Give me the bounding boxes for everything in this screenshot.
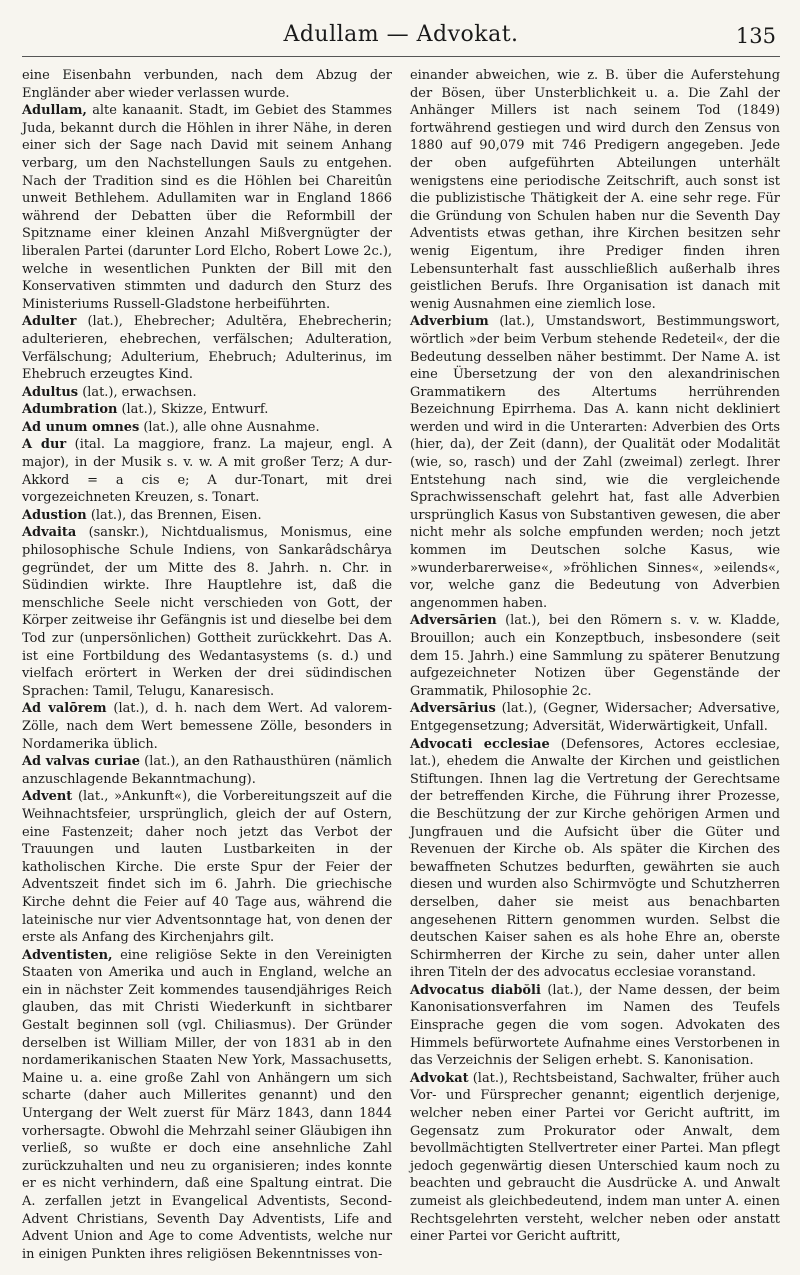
- dictionary-entry: [22, 436, 392, 506]
- entry-headword: Adverbium: [410, 314, 489, 330]
- entry-headword: Adversārius: [410, 701, 496, 717]
- entry-text: (lat., »Ankunft«), die Vorbereitungszeit auf die Weihnachtsfeier, ursprünglich, gleich der auf Ostern, eine Fastenzeit; daher noch jetzt das Verbot der Trauungen und lauten Lustbarkeiten in der katholischen Kirche. Die erste Spur der Feier der Adventszeit findet sich im 6. Jahrh. Die griechische Kirche dehnt die Feier auf 40 Tage aus, während die lateinische nur vier Adventsonntage hat, von denen der erste als Anfang des Kirchenjahrs gilt.: [22, 789, 392, 946]
- dictionary-entry: [410, 1070, 780, 1246]
- entry-headword: Adventisten,: [22, 947, 113, 963]
- dictionary-entry: [22, 401, 392, 419]
- page-number: 135: [735, 24, 776, 48]
- dictionary-entry: [22, 947, 392, 1264]
- dictionary-entry: [22, 419, 392, 437]
- dictionary-entry: [22, 67, 392, 102]
- entry-text: (lat.), an den Rathausthüren (nämlich anzuschlagende Bekanntmachung).: [22, 754, 392, 787]
- entry-text: einander abweichen, wie z. B. über die Auferstehung der Bösen, über Unsterblichkeit u. a. Die Zahl der Anhänger Millers ist nach seinem Tod (1849) fortwährend gestiegen und wird durch den Zensus von 1880 auf 90,079 mit 746 Predigern angegeben. Jede der oben aufgeführten Abteilungen unterhält wenigstens eine periodische Zeitschrift, auch sonst ist die publizistische Thätigkeit der A. eine sehr rege. Für die Gründung von Schulen haben nur die Seventh Day Adventists etwas gethan, ihre Kirchen besitzen sehr wenig Eigentum, ihre Prediger finden ihren Lebensunterhalt fast ausschließlich außerhalb ihres geistlichen Berufs. Ihre Organisation ist danach mit wenig Ausnahmen eine ziemlich lose.: [410, 68, 780, 312]
- dictionary-entry: [22, 700, 392, 753]
- dictionary-entry: [22, 753, 392, 788]
- entry-text: (lat.), das Brennen, Eisen.: [86, 507, 262, 523]
- entry-headword: Advent: [22, 789, 73, 805]
- entry-headword: Adultus: [22, 384, 79, 400]
- entry-text: (lat.), der Name dessen, der beim Kanonisationsverfahren im Namen des Teufels Einsprache gegen die vom sogen. Advokaten des Himmels befürwortete Aufnahme eines Verstorbenen in das Verzeichnis der Seligen erhebt. S. Kanonisation.: [410, 982, 780, 1069]
- dictionary-entry: [22, 507, 392, 525]
- page-header: [22, 22, 780, 57]
- entry-headword: Ad valōrem: [22, 701, 107, 717]
- entry-text: (lat.), bei den Römern s. v. w. Kladde, Brouillon; auch ein Konzeptbuch, insbesondere (seit dem 15. Jahrh.) eine Sammlung zu späterer Benutzung aufgezeichneter Notizen über Gegenstände der Grammatik, Philosophie 2c.: [410, 613, 780, 699]
- entry-text: (lat.), Skizze, Entwurf.: [117, 402, 269, 418]
- entry-text: (Defensores, Actores ecclesiae, lat.), ehedem die Anwalte der Kirchen und geistlichen Stiftungen. Ihnen lag die Vertretung der Gerechtsame der betreffenden Kirche, die Führung ihrer Prozesse, die Beschützung der zur Kirche gehörigen Armen und Jungfrauen und die Aufsicht über die Güter und Revenuen der Kirche ob. Als später die Kirchen des bewaffneten Schutzes bedurften, gewährten sie auch diesen und wurden also Schirmvögte und Schutzherren derselben, daher sie meist aus benachbarten angesehenen Rittern genommen wurden. Selbst die deutschen Kaiser sahen es als hohe Ehre an, oberste Schirmherren der Kirche zu sein, daher unter allen ihren Titeln der des advocatus ecclesiae voranstand.: [410, 736, 780, 981]
- entry-headword: Adversārien: [410, 613, 497, 629]
- entry-headword: Ad valvas curiae: [22, 754, 140, 770]
- entry-text: (lat.), d. h. nach dem Wert. Ad valorem-Zölle, nach dem Wert bemessene Zölle, besonders in Nordamerika üblich.: [22, 701, 392, 752]
- running-title: Adullam — Advokat.: [283, 22, 519, 47]
- entry-headword: Adustion: [22, 507, 87, 523]
- dictionary-entry: [410, 982, 780, 1070]
- entry-text: (sanskr.), Nichtdualismus, Monismus, eine philosophische Schule Indiens, von Sankarâdschârya gegründet, der um Mitte des 8. Jahrh. n. Chr. in Südindien wirkte. Ihre Hauptlehre ist, daß die menschliche Seele nicht verschieden von Gott, der Körper zeitweise ihr Gefängnis ist und dieselbe bei dem Tod zur (unpersönlichen) Gottheit zurückkehrt. Das A. ist eine Fortbildung des Wedantasystems (s. d.) und vielfach erörtert in Werken der drei südindischen Sprachen: Tamil, Telugu, Kanaresisch.: [22, 525, 392, 699]
- entry-text: (lat.), Umstandswort, Bestimmungswort, wörtlich »der beim Verbum stehende Redeteil«, der die Bedeutung desselben näher bestimmt. Der Name A. ist eine Übersetzung der von den alexandrinischen Grammatikern des Altertums herrührenden Bezeichnung Epirrhema. Das A. kann nicht dekliniert werden und wird in die Unterarten: Adverbien des Orts (hier, da), der Zeit (dann), der Qualität oder Modalität (wie, so, rasch) und der Zahl (zweimal) zerlegt. Ihrer Entstehung nach sind, wie die vergleichende Sprachwissenschaft gelehrt hat, fast alle Adverbien ursprünglich Kasus von Substantiven gewesen, die aber nicht mehr als solche empfunden werden; noch jetzt kommen im Deutschen solche Kasus, wie »wunderbarerweise«, »fröhlichen Sinnes«, »eilends«, vor, welche ganz die Bedeutung von Adverbien angenommen haben.: [410, 314, 780, 611]
- entry-text: (ital. La maggiore, franz. La majeur, engl. A major), in der Musik s. v. w. A mit großer Terz; A dur-Akkord = a cis e; A dur-Tonart, mit drei vorgezeichneten Kreuzen, s. Tonart.: [22, 437, 392, 506]
- entry-headword: Advocatus diabŏli: [410, 982, 541, 998]
- text-columns: [22, 67, 780, 1263]
- entry-headword: Advaita: [22, 525, 77, 541]
- entry-headword: Advocati ecclesiae: [410, 736, 550, 752]
- entry-text: alte kanaanit. Stadt, im Gebiet des Stammes Juda, bekannt durch die Höhlen in ihrer Nähe, in deren einer sich der Sage nach David mit seinem Anhang verbarg, um den Nachstellungen Sauls zu entgehen. Nach der Tradition sind es die Höhlen bei Chareitûn unweit Bethlehem. Adullamiten war in England 1866 während der Debatten über die Reformbill der Spitzname einer kleinen Anzahl Mißvergnügter der liberalen Partei (darunter Lord Elcho, Robert Lowe 2c.), welche in wesentlichen Punkten der Bill mit den Konservativen stimmten und dadurch den Sturz des Ministeriums Russell-Gladstone herbeiführten.: [22, 103, 392, 312]
- entry-headword: Adulter: [22, 314, 77, 330]
- dictionary-entry: [410, 67, 780, 313]
- dictionary-entry: [22, 384, 392, 402]
- dictionary-entry: [22, 524, 392, 700]
- dictionary-entry: [410, 736, 780, 982]
- entry-text: eine religiöse Sekte in den Vereinigten Staaten von Amerika und auch in England, welche an ein in nächster Zeit kommendes tausendjähriges Reich glauben, das mit Christi Wiederkunft in sichtbarer Gestalt beginnen soll (vgl. Chiliasmus). Der Gründer derselben ist William Miller, der von 1831 ab in den nordamerikanischen Staaten New York, Massachusetts, Maine u. a. eine große Zahl von Anhängern um sich scharte (daher auch Millerites genannt) und den Untergang der Welt zuerst für März 1843, dann 1844 vorhersagte. Obwohl die Mehrzahl seiner Gläubigen ihn verließ, so wußte er doch eine ansehnliche Zahl zurückzuhalten und neu zu organisieren; indes konnte er es nicht verhindern, daß eine Spaltung eintrat. Die A. zerfallen jetzt in Evangelical Adventists, Second-Advent Christians, Seventh Day Adventists, Life and Advent Union and Age to come Adventists, welche nur in einigen Punkten ihres religiösen Bekenntnisses von-: [22, 947, 392, 1262]
- left-column: [22, 67, 392, 1263]
- dictionary-entry: [410, 612, 780, 700]
- entry-text: (lat.), (Gegner, Widersacher; Adversative, Entgegensetzung; Adversität, Widerwärtigkeit, Unfall.: [410, 701, 780, 734]
- entry-text: (lat.), Rechtsbeistand, Sachwalter, früher auch Vor- und Fürsprecher genannt; eigentlich derjenige, welcher neben einer Partei vor Gericht auftritt, im Gegensatz zum Prokurator oder Anwalt, dem bevollmächtigten Stellvertreter einer Partei. Man pflegt jedoch gegenwärtig diesen Unterschied kaum noch zu beachten und gebraucht die Ausdrücke A. und Anwalt zumeist als gleichbedeutend, indem man unter A. einen Rechtsgelehrten versteht, welcher neben oder anstatt einer Partei vor Gericht auftritt,: [410, 1070, 780, 1245]
- entry-text: eine Eisenbahn verbunden, nach dem Abzug der Engländer aber wieder verlassen wurde.: [22, 68, 392, 101]
- entry-headword: A dur: [22, 437, 67, 453]
- entry-headword: Advokat: [410, 1070, 469, 1086]
- dictionary-entry: [22, 313, 392, 383]
- entry-text: (lat.), Ehebrecher; Adultĕra, Ehebrecherin; adulterieren, ehebrechen, verfälschen; Adulteration, Verfälschung; Adulterium, Ehebruch; Adulterinus, im Ehebruch erzeugtes Kind.: [22, 314, 392, 383]
- dictionary-entry: [410, 700, 780, 735]
- entry-headword: Adumbration: [22, 402, 118, 418]
- right-column: [410, 67, 780, 1263]
- entry-text: (lat.), erwachsen.: [78, 384, 197, 400]
- entry-text: (lat.), alle ohne Ausnahme.: [139, 419, 320, 435]
- dictionary-entry: [410, 313, 780, 612]
- dictionary-entry: [22, 102, 392, 313]
- entry-headword: Ad unum omnes: [22, 419, 140, 435]
- entry-headword: Adullam,: [22, 103, 87, 119]
- dictionary-entry: [22, 788, 392, 946]
